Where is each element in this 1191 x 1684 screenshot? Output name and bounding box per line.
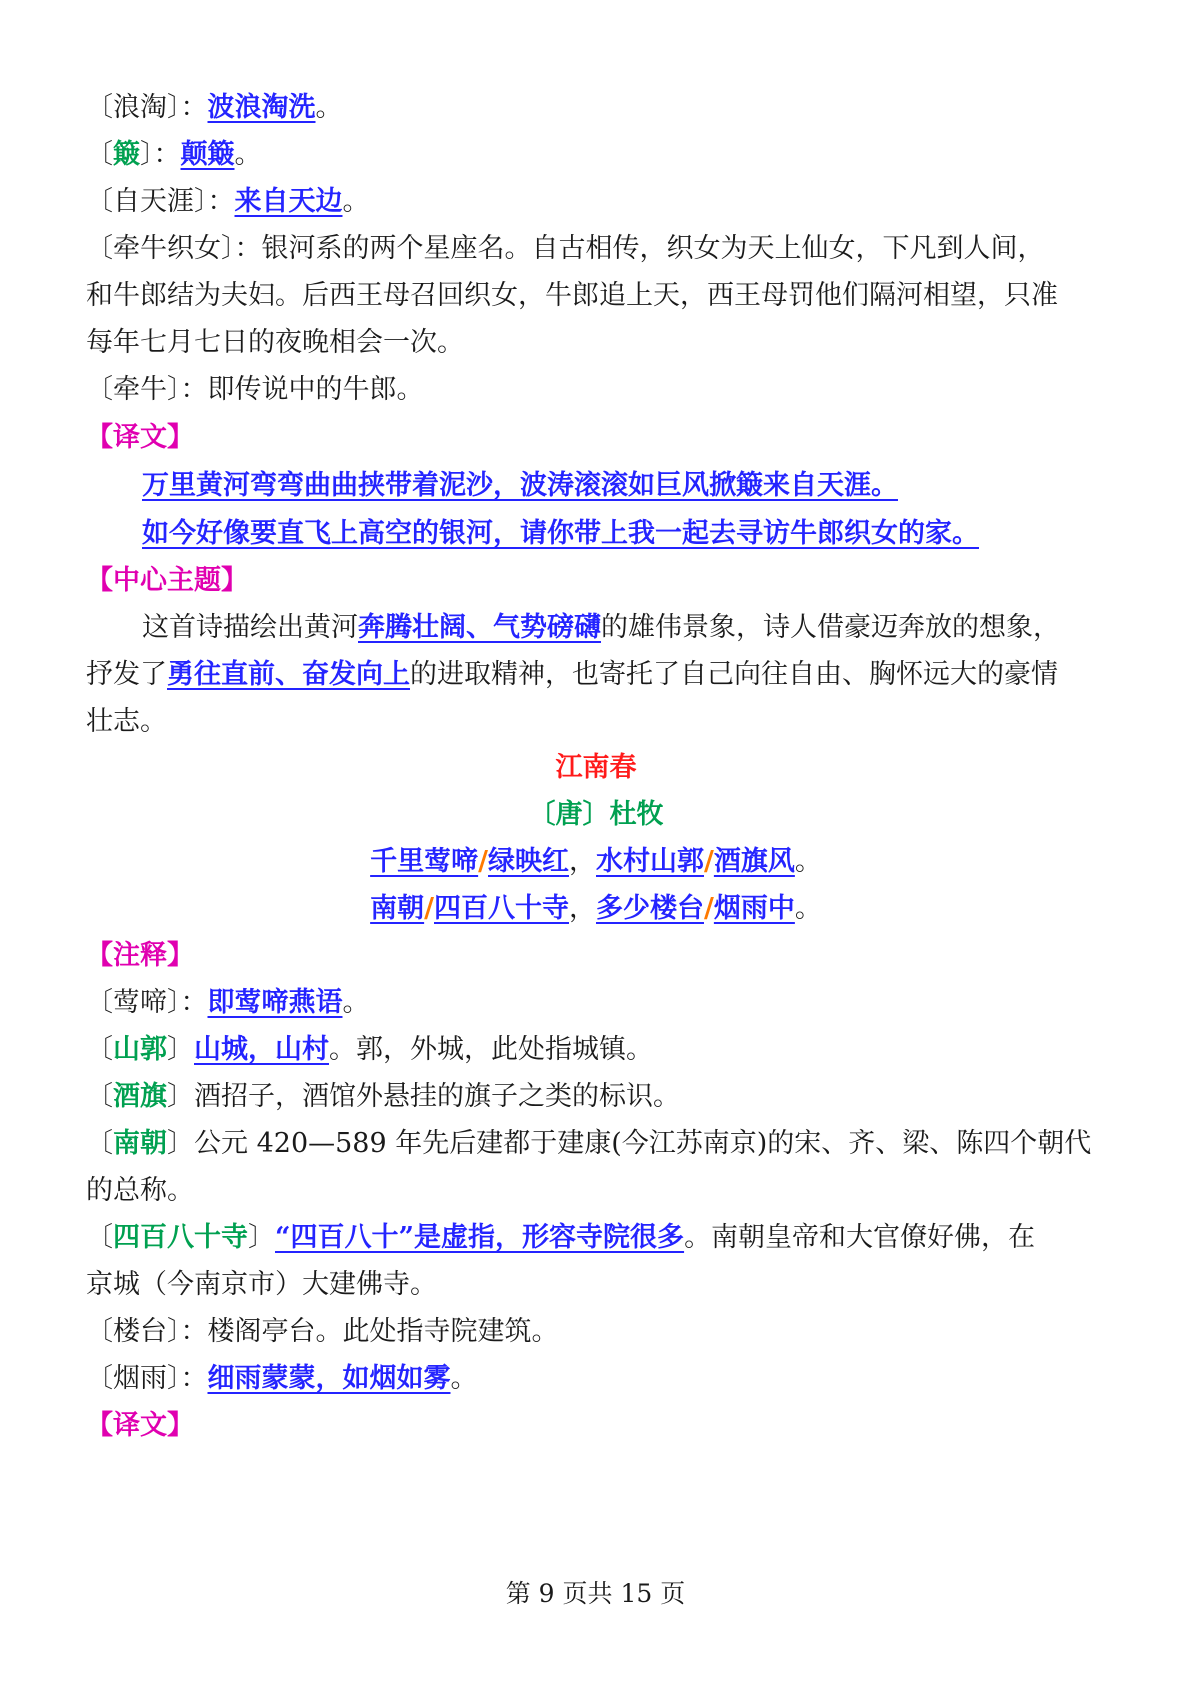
- note-definition: 颠簸: [180, 139, 235, 170]
- translation-line: 万里黄河弯弯曲曲挟带着泥沙，波涛滚滚如巨风掀簸来自天涯。: [142, 470, 898, 501]
- note-loutai: 〔楼台〕：楼阁亭台。此处指寺院建筑。: [86, 1316, 559, 1347]
- poem-line: 千里莺啼/绿映红，水村山郭/酒旗风。: [370, 846, 822, 877]
- key-phrase: 勇往直前、奋发向上: [167, 659, 410, 690]
- note-term: 簸: [113, 139, 140, 170]
- note-definition: 来自天边: [234, 186, 343, 217]
- note-definition: 波浪淘洗: [207, 92, 316, 123]
- note-yanyu: 〔烟雨〕：细雨蒙蒙，如烟如雾。: [86, 1363, 478, 1394]
- note-jiuqi: 〔酒旗〕酒招子，酒馆外悬挂的旗子之类的标识。: [86, 1081, 680, 1112]
- note-nanchao-cont: 的总称。: [86, 1175, 194, 1206]
- note-qianniuzhinv-line1: 〔牵牛织女〕：银河系的两个星座名。自古相传，织女为天上仙女，下凡到人间，: [86, 233, 1045, 264]
- note-sibai: 〔四百八十寺〕“四百八十”是虚指，形容寺院很多。南朝皇帝和大官僚好佛，在: [86, 1222, 1036, 1253]
- section-heading-translation-2: 【译文】: [86, 1410, 194, 1441]
- theme-line: 这首诗描绘出黄河奔腾壮阔、气势磅礴的雄伟景象，诗人借豪迈奔放的想象，: [142, 612, 1060, 643]
- section-heading-translation: 【译文】: [86, 422, 194, 453]
- section-heading-theme: 【中心主题】: [86, 565, 248, 596]
- note-term: 〔浪淘〕：: [86, 92, 208, 123]
- note-shanguo: 〔山郭〕山城，山村。郭，外城，此处指城镇。: [86, 1034, 653, 1065]
- poem-title: 江南春: [555, 752, 637, 783]
- key-phrase: 奔腾壮阔、气势磅礴: [358, 612, 601, 643]
- note-qianniu: 〔牵牛〕：即传说中的牛郎。: [86, 374, 424, 405]
- poem-line: 南朝/四百八十寺，多少楼台/烟雨中。: [370, 893, 822, 924]
- note-qianniuzhinv-line2: 和牛郎结为夫妇。后西王母召回织女，牛郎追上天，西王母罚他们隔河相望，只准: [86, 280, 1058, 311]
- section-heading-notes: 【注释】: [86, 940, 194, 971]
- note-langtao: 〔浪淘〕：波浪淘洗。: [86, 92, 343, 123]
- note-zitianya: 〔自天涯〕：来自天边。: [86, 186, 370, 217]
- theme-line: 壮志。: [86, 706, 167, 737]
- note-qianniuzhinv-line3: 每年七月七日的夜晚相会一次。: [86, 327, 464, 358]
- note-nanchao: 〔南朝〕公元 420—589 年先后建都于建康(今江苏南京)的宋、齐、梁、陈四个朝代: [86, 1128, 1092, 1159]
- translation-line: 如今好像要直飞上高空的银河，请你带上我一起去寻访牛郎织女的家。: [142, 518, 979, 549]
- poem-author: 〔唐〕杜牧: [528, 799, 664, 830]
- note-term: 〔自天涯〕：: [86, 186, 235, 217]
- note-yingti: 〔莺啼〕：即莺啼燕语。: [86, 987, 370, 1018]
- note-sibai-cont: 京城（今南京市）大建佛寺。: [86, 1269, 437, 1300]
- note-bo: 〔簸〕：颠簸。: [86, 139, 262, 170]
- theme-line: 抒发了勇往直前、奋发向上的进取精神，也寄托了自己向往自由、胸怀远大的豪情: [86, 659, 1058, 690]
- page-footer: 第 9 页共 15 页: [505, 1579, 686, 1608]
